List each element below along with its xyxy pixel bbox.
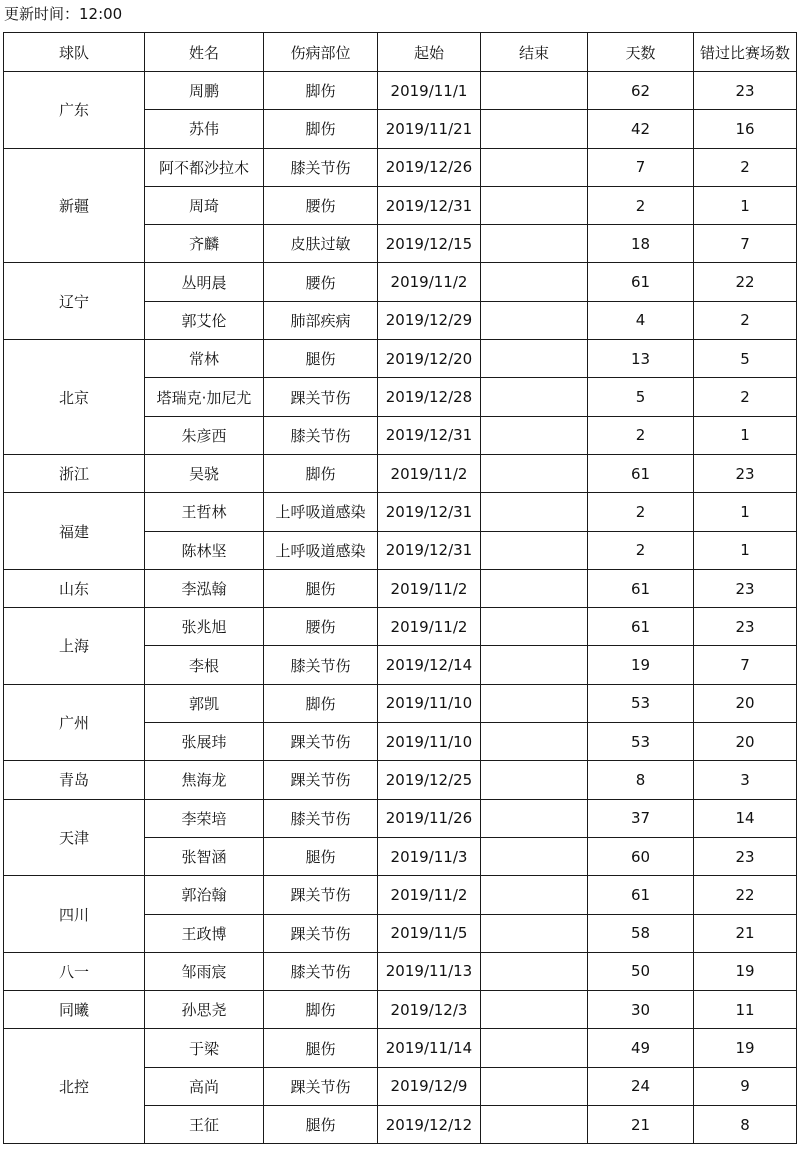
days-cell: 30 xyxy=(588,991,694,1029)
injury-cell: 踝关节伤 xyxy=(264,1067,378,1105)
start-date-cell: 2019/11/2 xyxy=(378,569,481,607)
days-cell: 58 xyxy=(588,914,694,952)
days-cell: 60 xyxy=(588,837,694,875)
injury-cell: 腿伤 xyxy=(264,340,378,378)
start-date-cell: 2019/11/3 xyxy=(378,837,481,875)
missed-games-cell: 21 xyxy=(694,914,797,952)
player-name-cell: 吴骁 xyxy=(145,454,264,492)
injury-cell: 膝关节伤 xyxy=(264,148,378,186)
start-date-cell: 2019/12/20 xyxy=(378,340,481,378)
team-cell: 浙江 xyxy=(4,454,145,492)
start-date-cell: 2019/11/26 xyxy=(378,799,481,837)
end-date-cell xyxy=(481,531,588,569)
injury-cell: 上呼吸道感染 xyxy=(264,493,378,531)
end-date-cell xyxy=(481,340,588,378)
injury-cell: 腿伤 xyxy=(264,1106,378,1144)
start-date-cell: 2019/12/3 xyxy=(378,991,481,1029)
player-name-cell: 塔瑞克·加尼尤 xyxy=(145,378,264,416)
start-date-cell: 2019/12/31 xyxy=(378,186,481,224)
header-start: 起始 xyxy=(378,33,481,72)
team-cell: 福建 xyxy=(4,493,145,570)
injury-cell: 腰伤 xyxy=(264,608,378,646)
days-cell: 61 xyxy=(588,454,694,492)
start-date-cell: 2019/11/2 xyxy=(378,454,481,492)
end-date-cell xyxy=(481,608,588,646)
start-date-cell: 2019/12/26 xyxy=(378,148,481,186)
injury-cell: 腰伤 xyxy=(264,186,378,224)
missed-games-cell: 2 xyxy=(694,378,797,416)
injury-cell: 脚伤 xyxy=(264,454,378,492)
header-days: 天数 xyxy=(588,33,694,72)
end-date-cell xyxy=(481,876,588,914)
missed-games-cell: 23 xyxy=(694,72,797,110)
table-row xyxy=(4,876,797,914)
table-row xyxy=(4,684,797,722)
days-cell: 18 xyxy=(588,225,694,263)
missed-games-cell: 23 xyxy=(694,569,797,607)
table-row xyxy=(4,799,797,837)
injury-cell: 膝关节伤 xyxy=(264,952,378,990)
missed-games-cell: 14 xyxy=(694,799,797,837)
team-cell: 新疆 xyxy=(4,148,145,263)
team-cell: 同曦 xyxy=(4,991,145,1029)
injury-cell: 踝关节伤 xyxy=(264,378,378,416)
missed-games-cell: 2 xyxy=(694,148,797,186)
start-date-cell: 2019/12/25 xyxy=(378,761,481,799)
player-name-cell: 孙思尧 xyxy=(145,991,264,1029)
missed-games-cell: 1 xyxy=(694,531,797,569)
table-row xyxy=(4,493,797,531)
player-name-cell: 阿不都沙拉木 xyxy=(145,148,264,186)
player-name-cell: 郭艾伦 xyxy=(145,301,264,339)
injury-cell: 踝关节伤 xyxy=(264,876,378,914)
days-cell: 5 xyxy=(588,378,694,416)
team-cell: 天津 xyxy=(4,799,145,876)
missed-games-cell: 3 xyxy=(694,761,797,799)
team-cell: 四川 xyxy=(4,876,145,953)
injury-cell: 膝关节伤 xyxy=(264,646,378,684)
days-cell: 61 xyxy=(588,569,694,607)
end-date-cell xyxy=(481,761,588,799)
injury-cell: 膝关节伤 xyxy=(264,799,378,837)
missed-games-cell: 22 xyxy=(694,263,797,301)
player-name-cell: 常林 xyxy=(145,340,264,378)
team-cell: 广东 xyxy=(4,72,145,149)
start-date-cell: 2019/11/21 xyxy=(378,110,481,148)
end-date-cell xyxy=(481,837,588,875)
team-cell: 北控 xyxy=(4,1029,145,1144)
player-name-cell: 张智涵 xyxy=(145,837,264,875)
days-cell: 61 xyxy=(588,608,694,646)
header-team: 球队 xyxy=(4,33,145,72)
end-date-cell xyxy=(481,1067,588,1105)
missed-games-cell: 20 xyxy=(694,684,797,722)
days-cell: 2 xyxy=(588,416,694,454)
missed-games-cell: 1 xyxy=(694,186,797,224)
player-name-cell: 张兆旭 xyxy=(145,608,264,646)
end-date-cell xyxy=(481,1106,588,1144)
end-date-cell xyxy=(481,148,588,186)
start-date-cell: 2019/11/10 xyxy=(378,684,481,722)
injury-cell: 肺部疾病 xyxy=(264,301,378,339)
injury-cell: 皮肤过敏 xyxy=(264,225,378,263)
days-cell: 13 xyxy=(588,340,694,378)
days-cell: 53 xyxy=(588,723,694,761)
player-name-cell: 郭治翰 xyxy=(145,876,264,914)
missed-games-cell: 19 xyxy=(694,952,797,990)
start-date-cell: 2019/11/14 xyxy=(378,1029,481,1067)
player-name-cell: 焦海龙 xyxy=(145,761,264,799)
missed-games-cell: 19 xyxy=(694,1029,797,1067)
player-name-cell: 李荣培 xyxy=(145,799,264,837)
header-injury: 伤病部位 xyxy=(264,33,378,72)
table-row xyxy=(4,569,797,607)
missed-games-cell: 23 xyxy=(694,837,797,875)
end-date-cell xyxy=(481,110,588,148)
start-date-cell: 2019/11/10 xyxy=(378,723,481,761)
days-cell: 21 xyxy=(588,1106,694,1144)
team-cell: 山东 xyxy=(4,569,145,607)
injury-cell: 上呼吸道感染 xyxy=(264,531,378,569)
start-date-cell: 2019/11/2 xyxy=(378,263,481,301)
missed-games-cell: 9 xyxy=(694,1067,797,1105)
missed-games-cell: 7 xyxy=(694,225,797,263)
end-date-cell xyxy=(481,799,588,837)
injury-cell: 腿伤 xyxy=(264,569,378,607)
missed-games-cell: 11 xyxy=(694,991,797,1029)
table-row xyxy=(4,761,797,799)
days-cell: 61 xyxy=(588,263,694,301)
missed-games-cell: 2 xyxy=(694,301,797,339)
injury-table xyxy=(3,32,797,1144)
table-row xyxy=(4,340,797,378)
end-date-cell xyxy=(481,72,588,110)
team-cell: 广州 xyxy=(4,684,145,761)
end-date-cell xyxy=(481,378,588,416)
days-cell: 24 xyxy=(588,1067,694,1105)
header-missed: 错过比赛场数 xyxy=(694,33,797,72)
player-name-cell: 周琦 xyxy=(145,186,264,224)
player-name-cell: 丛明晨 xyxy=(145,263,264,301)
table-row xyxy=(4,952,797,990)
missed-games-cell: 20 xyxy=(694,723,797,761)
table-body xyxy=(4,72,797,1144)
team-cell: 上海 xyxy=(4,608,145,685)
table-row xyxy=(4,1029,797,1067)
end-date-cell xyxy=(481,493,588,531)
player-name-cell: 李泓翰 xyxy=(145,569,264,607)
injury-cell: 膝关节伤 xyxy=(264,416,378,454)
end-date-cell xyxy=(481,225,588,263)
days-cell: 8 xyxy=(588,761,694,799)
start-date-cell: 2019/12/31 xyxy=(378,493,481,531)
player-name-cell: 周鹏 xyxy=(145,72,264,110)
end-date-cell xyxy=(481,569,588,607)
days-cell: 62 xyxy=(588,72,694,110)
player-name-cell: 李根 xyxy=(145,646,264,684)
missed-games-cell: 22 xyxy=(694,876,797,914)
injury-cell: 脚伤 xyxy=(264,110,378,148)
end-date-cell xyxy=(481,952,588,990)
player-name-cell: 郭凯 xyxy=(145,684,264,722)
start-date-cell: 2019/11/1 xyxy=(378,72,481,110)
team-cell: 八一 xyxy=(4,952,145,990)
team-cell: 北京 xyxy=(4,340,145,455)
player-name-cell: 齐麟 xyxy=(145,225,264,263)
header-row xyxy=(4,33,797,72)
update-time-label: 更新时间：12:00 xyxy=(4,5,123,23)
table-row xyxy=(4,991,797,1029)
player-name-cell: 苏伟 xyxy=(145,110,264,148)
injury-cell: 踝关节伤 xyxy=(264,914,378,952)
end-date-cell xyxy=(481,646,588,684)
player-name-cell: 高尚 xyxy=(145,1067,264,1105)
player-name-cell: 朱彦西 xyxy=(145,416,264,454)
days-cell: 53 xyxy=(588,684,694,722)
start-date-cell: 2019/11/2 xyxy=(378,876,481,914)
days-cell: 37 xyxy=(588,799,694,837)
missed-games-cell: 23 xyxy=(694,454,797,492)
days-cell: 7 xyxy=(588,148,694,186)
start-date-cell: 2019/12/31 xyxy=(378,531,481,569)
player-name-cell: 王征 xyxy=(145,1106,264,1144)
start-date-cell: 2019/12/14 xyxy=(378,646,481,684)
start-date-cell: 2019/12/31 xyxy=(378,416,481,454)
team-cell: 辽宁 xyxy=(4,263,145,340)
player-name-cell: 张展玮 xyxy=(145,723,264,761)
header-name: 姓名 xyxy=(145,33,264,72)
table-row xyxy=(4,263,797,301)
end-date-cell xyxy=(481,263,588,301)
missed-games-cell: 8 xyxy=(694,1106,797,1144)
days-cell: 49 xyxy=(588,1029,694,1067)
end-date-cell xyxy=(481,454,588,492)
player-name-cell: 于梁 xyxy=(145,1029,264,1067)
player-name-cell: 王政博 xyxy=(145,914,264,952)
days-cell: 2 xyxy=(588,186,694,224)
injury-cell: 腿伤 xyxy=(264,837,378,875)
start-date-cell: 2019/11/13 xyxy=(378,952,481,990)
end-date-cell xyxy=(481,914,588,952)
days-cell: 50 xyxy=(588,952,694,990)
injury-cell: 踝关节伤 xyxy=(264,723,378,761)
days-cell: 4 xyxy=(588,301,694,339)
injury-cell: 踝关节伤 xyxy=(264,761,378,799)
injury-cell: 脚伤 xyxy=(264,72,378,110)
missed-games-cell: 1 xyxy=(694,416,797,454)
end-date-cell xyxy=(481,301,588,339)
player-name-cell: 邹雨宸 xyxy=(145,952,264,990)
days-cell: 2 xyxy=(588,531,694,569)
start-date-cell: 2019/11/2 xyxy=(378,608,481,646)
end-date-cell xyxy=(481,416,588,454)
player-name-cell: 王哲林 xyxy=(145,493,264,531)
team-cell: 青岛 xyxy=(4,761,145,799)
missed-games-cell: 23 xyxy=(694,608,797,646)
start-date-cell: 2019/12/29 xyxy=(378,301,481,339)
start-date-cell: 2019/11/5 xyxy=(378,914,481,952)
injury-cell: 脚伤 xyxy=(264,684,378,722)
table-row xyxy=(4,72,797,110)
header-end: 结束 xyxy=(481,33,588,72)
end-date-cell xyxy=(481,1029,588,1067)
table-row xyxy=(4,608,797,646)
missed-games-cell: 16 xyxy=(694,110,797,148)
start-date-cell: 2019/12/28 xyxy=(378,378,481,416)
days-cell: 2 xyxy=(588,493,694,531)
table-row xyxy=(4,454,797,492)
end-date-cell xyxy=(481,186,588,224)
table-row xyxy=(4,148,797,186)
missed-games-cell: 7 xyxy=(694,646,797,684)
injury-cell: 腿伤 xyxy=(264,1029,378,1067)
player-name-cell: 陈林坚 xyxy=(145,531,264,569)
injury-cell: 脚伤 xyxy=(264,991,378,1029)
start-date-cell: 2019/12/12 xyxy=(378,1106,481,1144)
start-date-cell: 2019/12/15 xyxy=(378,225,481,263)
injury-cell: 腰伤 xyxy=(264,263,378,301)
end-date-cell xyxy=(481,684,588,722)
days-cell: 19 xyxy=(588,646,694,684)
end-date-cell xyxy=(481,723,588,761)
days-cell: 61 xyxy=(588,876,694,914)
missed-games-cell: 5 xyxy=(694,340,797,378)
days-cell: 42 xyxy=(588,110,694,148)
start-date-cell: 2019/12/9 xyxy=(378,1067,481,1105)
missed-games-cell: 1 xyxy=(694,493,797,531)
end-date-cell xyxy=(481,991,588,1029)
